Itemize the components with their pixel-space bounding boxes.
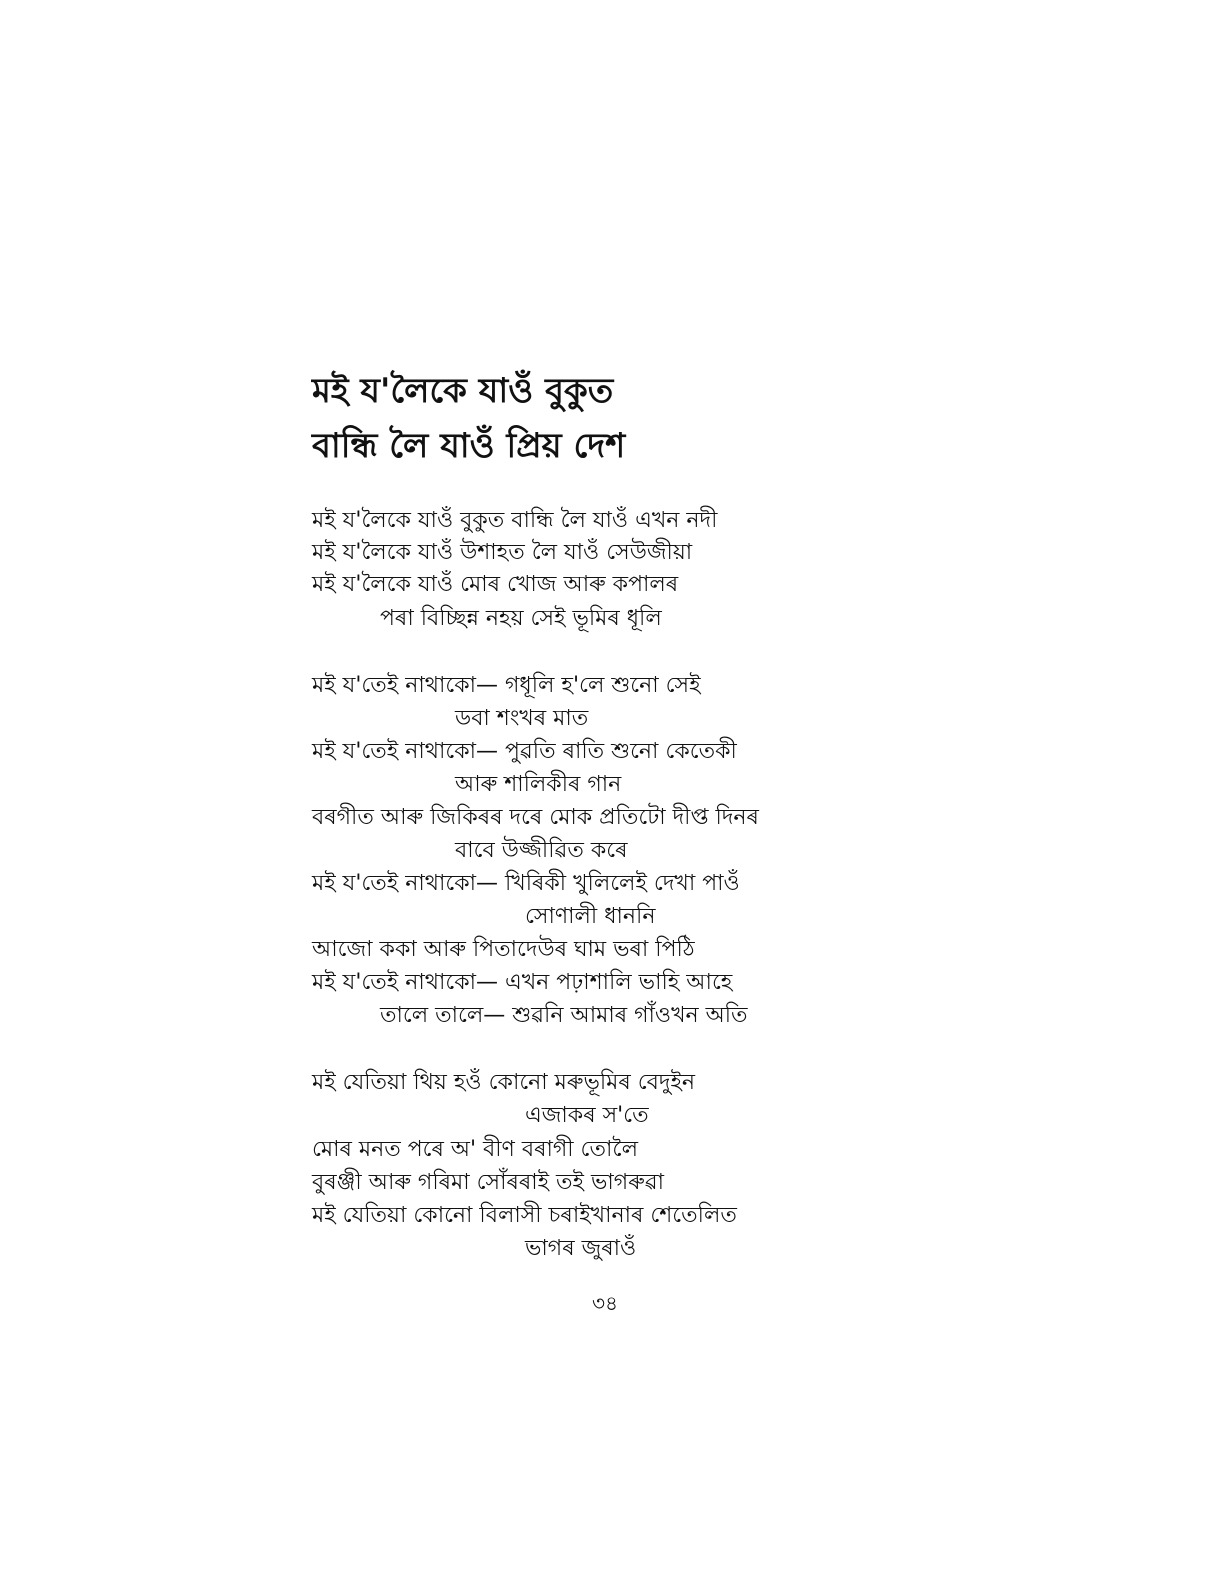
verse-line: এজাকৰ স'তে xyxy=(525,1103,649,1128)
verse-line: মই যেতিয়া থিয় হওঁ কোনো মৰুভূমিৰ বেদুইন xyxy=(312,1070,696,1095)
verse-line: আৰু শালিকীৰ গান xyxy=(455,772,622,797)
verse-line: মই যেতিয়া কোনো বিলাসী চৰাইখানাৰ শেতেলিত xyxy=(312,1203,737,1228)
verse-line: পৰা বিচ্ছিন্ন নহয় সেই ভূমিৰ ধূলি xyxy=(380,606,662,631)
verse-line: মোৰ মনত পৰে অ' বীণ বৰাগী তোলৈ xyxy=(312,1137,638,1162)
verse-line: মই য'তেই নাথাকো— খিৰিকী খুলিলেই দেখা পাওঁ xyxy=(312,871,740,896)
verse-line: মই য'লৈকে যাওঁ বুকুত বান্ধি লৈ যাওঁ এখন নদী xyxy=(312,508,718,533)
poem-title-line-1: মই য'লৈকে যাওঁ বুকুত xyxy=(312,371,614,411)
verse-line: বাবে উজ্জীৱিত কৰে xyxy=(455,838,628,863)
verse-line: ডবা শংখৰ মাত xyxy=(455,706,589,731)
verse-line: মই য'লৈকে যাওঁ মোৰ খোজ আৰু কপালৰ xyxy=(312,572,679,597)
page-number: ৩৪ xyxy=(592,1291,618,1315)
verse-line: সোণালী ধাননি xyxy=(525,904,656,929)
verse-line: মই য'লৈকে যাওঁ উশাহত লৈ যাওঁ সেউজীয়া xyxy=(312,540,693,565)
poem-title-line-2: বান্ধি লৈ যাওঁ প্ৰিয় দেশ xyxy=(312,426,626,466)
verse-line: আজো ককা আৰু পিতাদেউৰ ঘাম ভৰা পিঠি xyxy=(312,937,695,962)
verse-line: মই য'তেই নাথাকো— এখন পঢ়াশালি ভাহি আহে xyxy=(312,970,733,995)
verse-line: মই য'তেই নাথাকো— গধূলি হ'লে শুনো সেই xyxy=(312,673,701,698)
verse-line: ভাগৰ জুৰাওঁ xyxy=(525,1236,637,1261)
verse-line: মই য'তেই নাথাকো— পুৱতি ৰাতি শুনো কেতেকী xyxy=(312,739,737,764)
verse-line: তালে তালে— শুৱনি আমাৰ গাঁওখন অতি xyxy=(380,1003,748,1028)
verse-line: বৰগীত আৰু জিকিৰৰ দৰে মোক প্ৰতিটো দীপ্ত দিনৰ xyxy=(312,805,759,830)
verse-line: বুৰঞ্জী আৰু গৰিমা সোঁৰৰাই তই ভাগৰুৱা xyxy=(312,1170,665,1195)
